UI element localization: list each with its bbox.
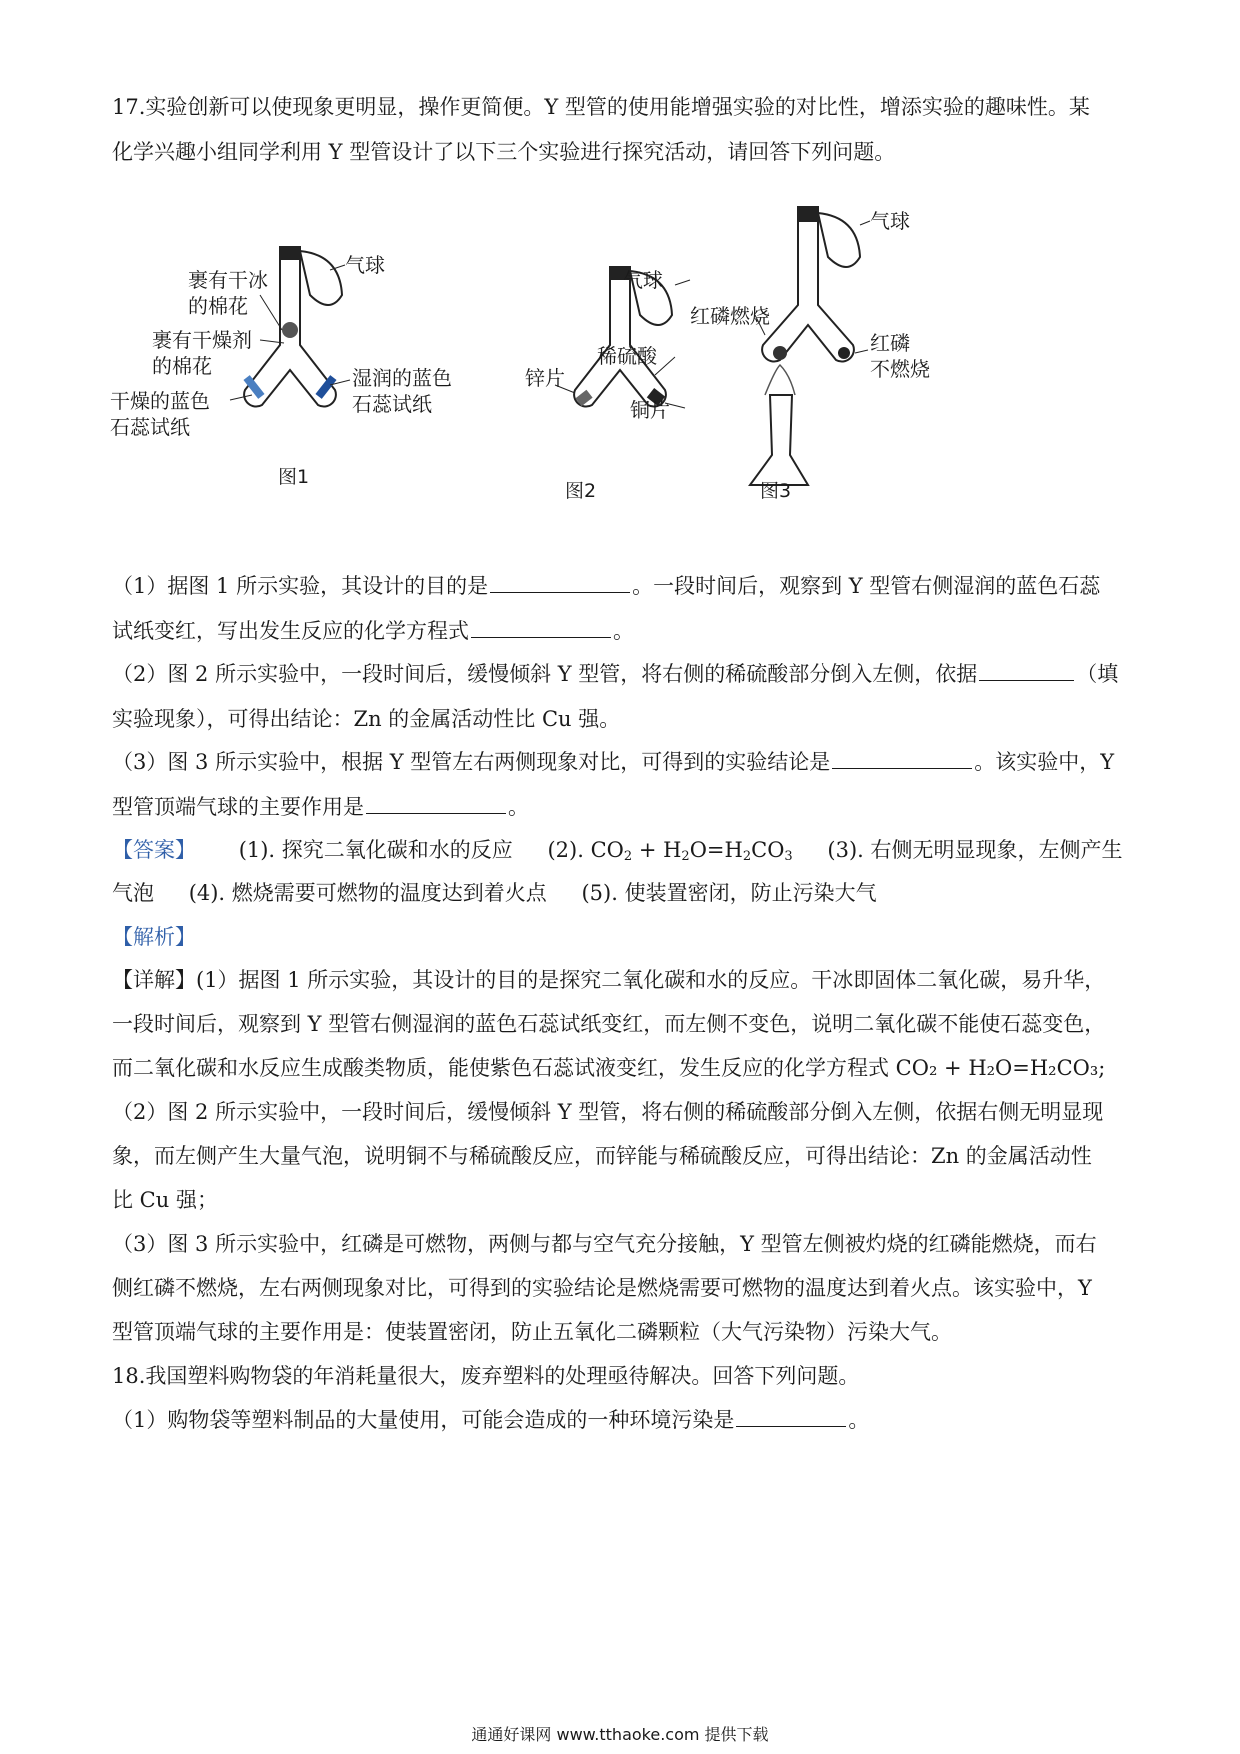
answer-5: (5). 使装置密闭，防止污染大气 bbox=[581, 881, 877, 905]
detail-p2-line1: （2）图 2 所示实验中，一段时间后，缓慢倾斜 Y 型管，将右侧的稀硫酸部分倒入左侧，依据右侧无明显现 bbox=[112, 1100, 1104, 1124]
fig3-caption: 图3 bbox=[760, 480, 792, 502]
fig1-wet-paper-label-2: 石蕊试纸 bbox=[352, 392, 432, 416]
fig1-balloon-label: 气球 bbox=[345, 253, 385, 277]
fig1-desiccant-label-2: 的棉花 bbox=[152, 354, 212, 378]
fig3-right-label-2: 不燃烧 bbox=[870, 357, 930, 381]
q17-intro-line2: 化学兴趣小组同学利用 Y 型管设计了以下三个实验进行探究活动，请回答下列问题。 bbox=[112, 140, 896, 164]
answer-4: (4). 燃烧需要可燃物的温度达到着火点 bbox=[188, 881, 547, 905]
figure-2 bbox=[525, 245, 785, 515]
q17-sub2-line1 bbox=[112, 659, 1132, 689]
answer-blank[interactable] bbox=[832, 750, 972, 769]
answer-line1 bbox=[112, 835, 1132, 872]
q17-intro-line1: 17.实验创新可以使现象更明显，操作更简便。Y 型管的使用能增强实验的对比性，增添实验的趣味性。某 bbox=[112, 95, 1090, 119]
answer-1: (1). 探究二氧化碳和水的反应 bbox=[238, 838, 513, 862]
fig1-wet-paper-label-1: 湿润的蓝色 bbox=[352, 366, 452, 390]
answer-2: (2). $CO_2 + H_2O=H_2CO_3$ bbox=[547, 838, 793, 864]
q17-sub1-line1 bbox=[112, 571, 1132, 601]
q17-sub3-text-d: 。 bbox=[508, 795, 529, 819]
q17-sub1-text-c: 试纸变红，写出发生反应的化学方程式 bbox=[112, 619, 469, 643]
detail-p1-line1: 【详解】(1）据图 1 所示实验，其设计的目的是探究二氧化碳和水的反应。干冰即固体二氧化碳，易升华， bbox=[112, 968, 1106, 992]
q17-sub2-text-a: （2）图 2 所示实验中，一段时间后，缓慢倾斜 Y 型管，将右侧的稀硫酸部分倒入左侧，依据 bbox=[112, 662, 978, 686]
fig3-balloon-label: 气球 bbox=[870, 209, 910, 233]
fig2-balloon-label: 气球 bbox=[623, 268, 663, 292]
q17-sub3-text-c: 型管顶端气球的主要作用是 bbox=[112, 795, 364, 819]
answer-blank[interactable] bbox=[979, 662, 1074, 681]
page-footer: 通通好课网 www.tthaoke.com 提供下载 bbox=[471, 1725, 769, 1744]
q18-intro: 18.我国塑料购物袋的年消耗量很大，废弃塑料的处理亟待解决。回答下列问题。 bbox=[112, 1364, 860, 1388]
q17-sub3-text-a: （3）图 3 所示实验中，根据 Y 型管左右两侧现象对比，可得到的实验结论是 bbox=[112, 750, 831, 774]
fig2-caption: 图2 bbox=[565, 480, 597, 502]
detail-p3-line3: 型管顶端气球的主要作用是：使装置密闭，防止五氧化二磷颗粒（大气污染物）污染大气。 bbox=[112, 1320, 952, 1344]
q18-sub1-text-a: （1）购物袋等塑料制品的大量使用，可能会造成的一种环境污染是 bbox=[112, 1408, 735, 1432]
figure-3 bbox=[690, 195, 1080, 515]
answer-blank[interactable] bbox=[471, 619, 611, 638]
fig1-dry-paper-label-2: 石蕊试纸 bbox=[110, 415, 190, 439]
detail-p1-line2: 一段时间后，观察到 Y 型管右侧湿润的蓝色石蕊试纸变红，而左侧不变色，说明二氧化碳不能使石蕊变色， bbox=[112, 1012, 1106, 1036]
answer-blank[interactable] bbox=[490, 574, 630, 593]
answer-label: 【答案】 bbox=[112, 838, 196, 862]
detail-p2-line2: 象，而左侧产生大量气泡，说明铜不与稀硫酸反应，而锌能与稀硫酸反应，可得出结论：Zn 的金属活动性 bbox=[112, 1144, 1092, 1168]
figure-1 bbox=[110, 225, 470, 500]
fig2-zinc-label: 锌片 bbox=[525, 366, 565, 390]
fig1-dry-paper-label-1: 干燥的蓝色 bbox=[110, 389, 210, 413]
cotton-icon bbox=[282, 322, 298, 338]
fig2-acid-label: 稀硫酸 bbox=[597, 344, 657, 368]
q17-sub2-text-b: （填 bbox=[1076, 662, 1119, 686]
flame-icon bbox=[765, 365, 795, 395]
detail-p3-line1: （3）图 3 所示实验中，红磷是可燃物，两侧与都与空气充分接触，Y 型管左侧被灼烧的红磷能燃烧，而右 bbox=[112, 1232, 1097, 1256]
fig3-left-label: 红磷燃烧 bbox=[690, 304, 770, 328]
q17-sub3-line1 bbox=[112, 747, 1132, 777]
q17-sub1-text-a: （1）据图 1 所示实验，其设计的目的是 bbox=[112, 574, 489, 598]
q17-sub3-text-b: 。该实验中，Y bbox=[974, 750, 1115, 774]
detail-p1-line3: 而二氧化碳和水反应生成酸类物质，能使紫色石蕊试液变红，发生反应的化学方程式 CO₂ + H₂O=H₂CO₃; bbox=[112, 1056, 1106, 1080]
detail-p2-line3: 比 Cu 强； bbox=[112, 1188, 218, 1212]
answer-3-part1: (3). 右侧无明显现象，左侧产生 bbox=[827, 838, 1123, 862]
q18-sub1 bbox=[112, 1405, 1132, 1435]
fig1-dry-ice-label-1: 裹有干冰 bbox=[188, 268, 268, 292]
fig1-desiccant-label-1: 裹有干燥剂 bbox=[152, 328, 252, 352]
fig1-dry-ice-label-2: 的棉花 bbox=[188, 294, 248, 318]
answer-blank[interactable] bbox=[366, 795, 506, 814]
answer-blank[interactable] bbox=[736, 1408, 846, 1427]
fig3-right-label-1: 红磷 bbox=[870, 331, 910, 355]
q17-sub3-line2 bbox=[112, 792, 1132, 822]
q17-sub1-text-d: 。 bbox=[613, 619, 634, 643]
q17-sub1-text-b: 。一段时间后，观察到 Y 型管右侧湿润的蓝色石蕊 bbox=[632, 574, 1101, 598]
answer-3-part2: 气泡 bbox=[112, 881, 154, 905]
fig2-copper-label: 铜片 bbox=[630, 398, 670, 422]
q18-sub1-text-b: 。 bbox=[848, 1408, 870, 1432]
q17-sub1-line2 bbox=[112, 616, 1132, 646]
fig1-caption: 图1 bbox=[278, 466, 310, 488]
analysis-label: 【解析】 bbox=[112, 925, 196, 949]
answer-line2 bbox=[112, 878, 1132, 908]
q17-sub2-line2: 实验现象），可得出结论：Zn 的金属活动性比 Cu 强。 bbox=[112, 707, 621, 731]
detail-p3-line2: 侧红磷不燃烧，左右两侧现象对比，可得到的实验结论是燃烧需要可燃物的温度达到着火点。该实验中，Y bbox=[112, 1276, 1092, 1300]
